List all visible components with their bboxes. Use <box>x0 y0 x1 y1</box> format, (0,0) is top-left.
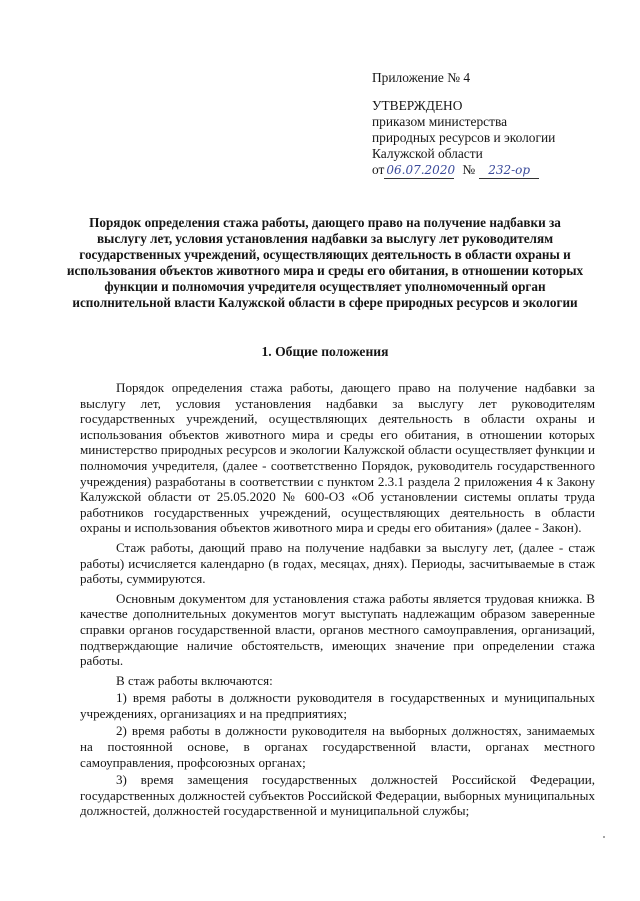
list-item: 3) время замещения государственных должностей Российской Федерации, государственных должностей субъектов Российской Федерации, выборных муниципальных должностей, должностей государственной и муниципальной службы; <box>80 772 595 819</box>
section-heading: 1. Общие положения <box>261 344 389 359</box>
document-title: Порядок определения стажа работы, дающего право на получение надбавки за выслугу лет, условия установления надбавки за выслугу лет руководителям государственных учреждений, осуществляющих деятельность в области охраны и использования объектов животного мира и среды его обитания, в отношении которых функции и полномочия учредителя осуществляет уполномоченный орган исполнительной власти Калужской области в сфере природных ресурсов и экологии <box>66 215 584 310</box>
approval-line: природных ресурсов и экологии <box>372 130 556 145</box>
handwritten-number: 232-ор <box>479 162 539 179</box>
from-label: от <box>372 162 385 177</box>
body-paragraph: Основным документом для установления стажа работы является трудовая книжка. В качестве дополнительных документов могут выступать надлежащим образом заверенные справки органов государственной власти, органов местного самоуправления, организаций, подтверждающие наличие обстоятельств, имеющих значение при определении стажа работы. <box>80 590 595 669</box>
approved-stamp-text: УТВЕРЖДЕНО <box>372 98 463 113</box>
list-item: 2) время работы в должности руководителя на выборных должностях, занимаемых на постоянной основе, в органах государственной власти, органах местного самоуправления, профсоюзных органах; <box>80 723 595 770</box>
number-label: № <box>462 162 476 177</box>
approval-line: приказом министерства <box>372 114 508 129</box>
approval-line: Калужской области <box>372 146 483 161</box>
scan-speck <box>603 836 605 838</box>
body-paragraph: Стаж работы, дающий право на получение надбавки за выслугу лет, (далее - стаж работы) исчисляется календарно (в годах, месяцах, днях). Периоды, засчитываемые в стаж работы, суммируются. <box>80 539 595 587</box>
body-paragraph: Порядок определения стажа работы, дающего право на получение надбавки за выслугу лет, условия установления надбавки за выслугу лет руководителям государственных учреждений, осуществляющих деятельность в области охраны и использования объектов животного мира и среды его обитания, в отношении которых министерство природных ресурсов и экологии Калужской области осуществляет функции и полномочия учредителя, (далее - соответственно Порядок, руководитель государственного учреждения) разработаны в соответствии с пунктом 2.3.1 раздела 2 приложения 4 к Закону Калужской области от 25.05.2020 № 600-ОЗ «Об установлении системы оплаты труда работников государственных учреждений, осуществляющих деятельность в области охраны и использования объектов животного мира и среды его обитания» (далее - Закон). <box>80 380 595 536</box>
order-date-number-row <box>372 162 622 179</box>
approval-block <box>372 70 622 179</box>
handwritten-date: 06.07.2020 <box>386 163 456 177</box>
list-item: 1) время работы в должности руководителя в государственных и муниципальных учреждениях, организациях и на предприятиях; <box>80 690 595 721</box>
section-body <box>80 380 595 821</box>
appendix-label: Приложение № 4 <box>372 70 471 85</box>
body-paragraph: В стаж работы включаются: <box>116 672 273 688</box>
